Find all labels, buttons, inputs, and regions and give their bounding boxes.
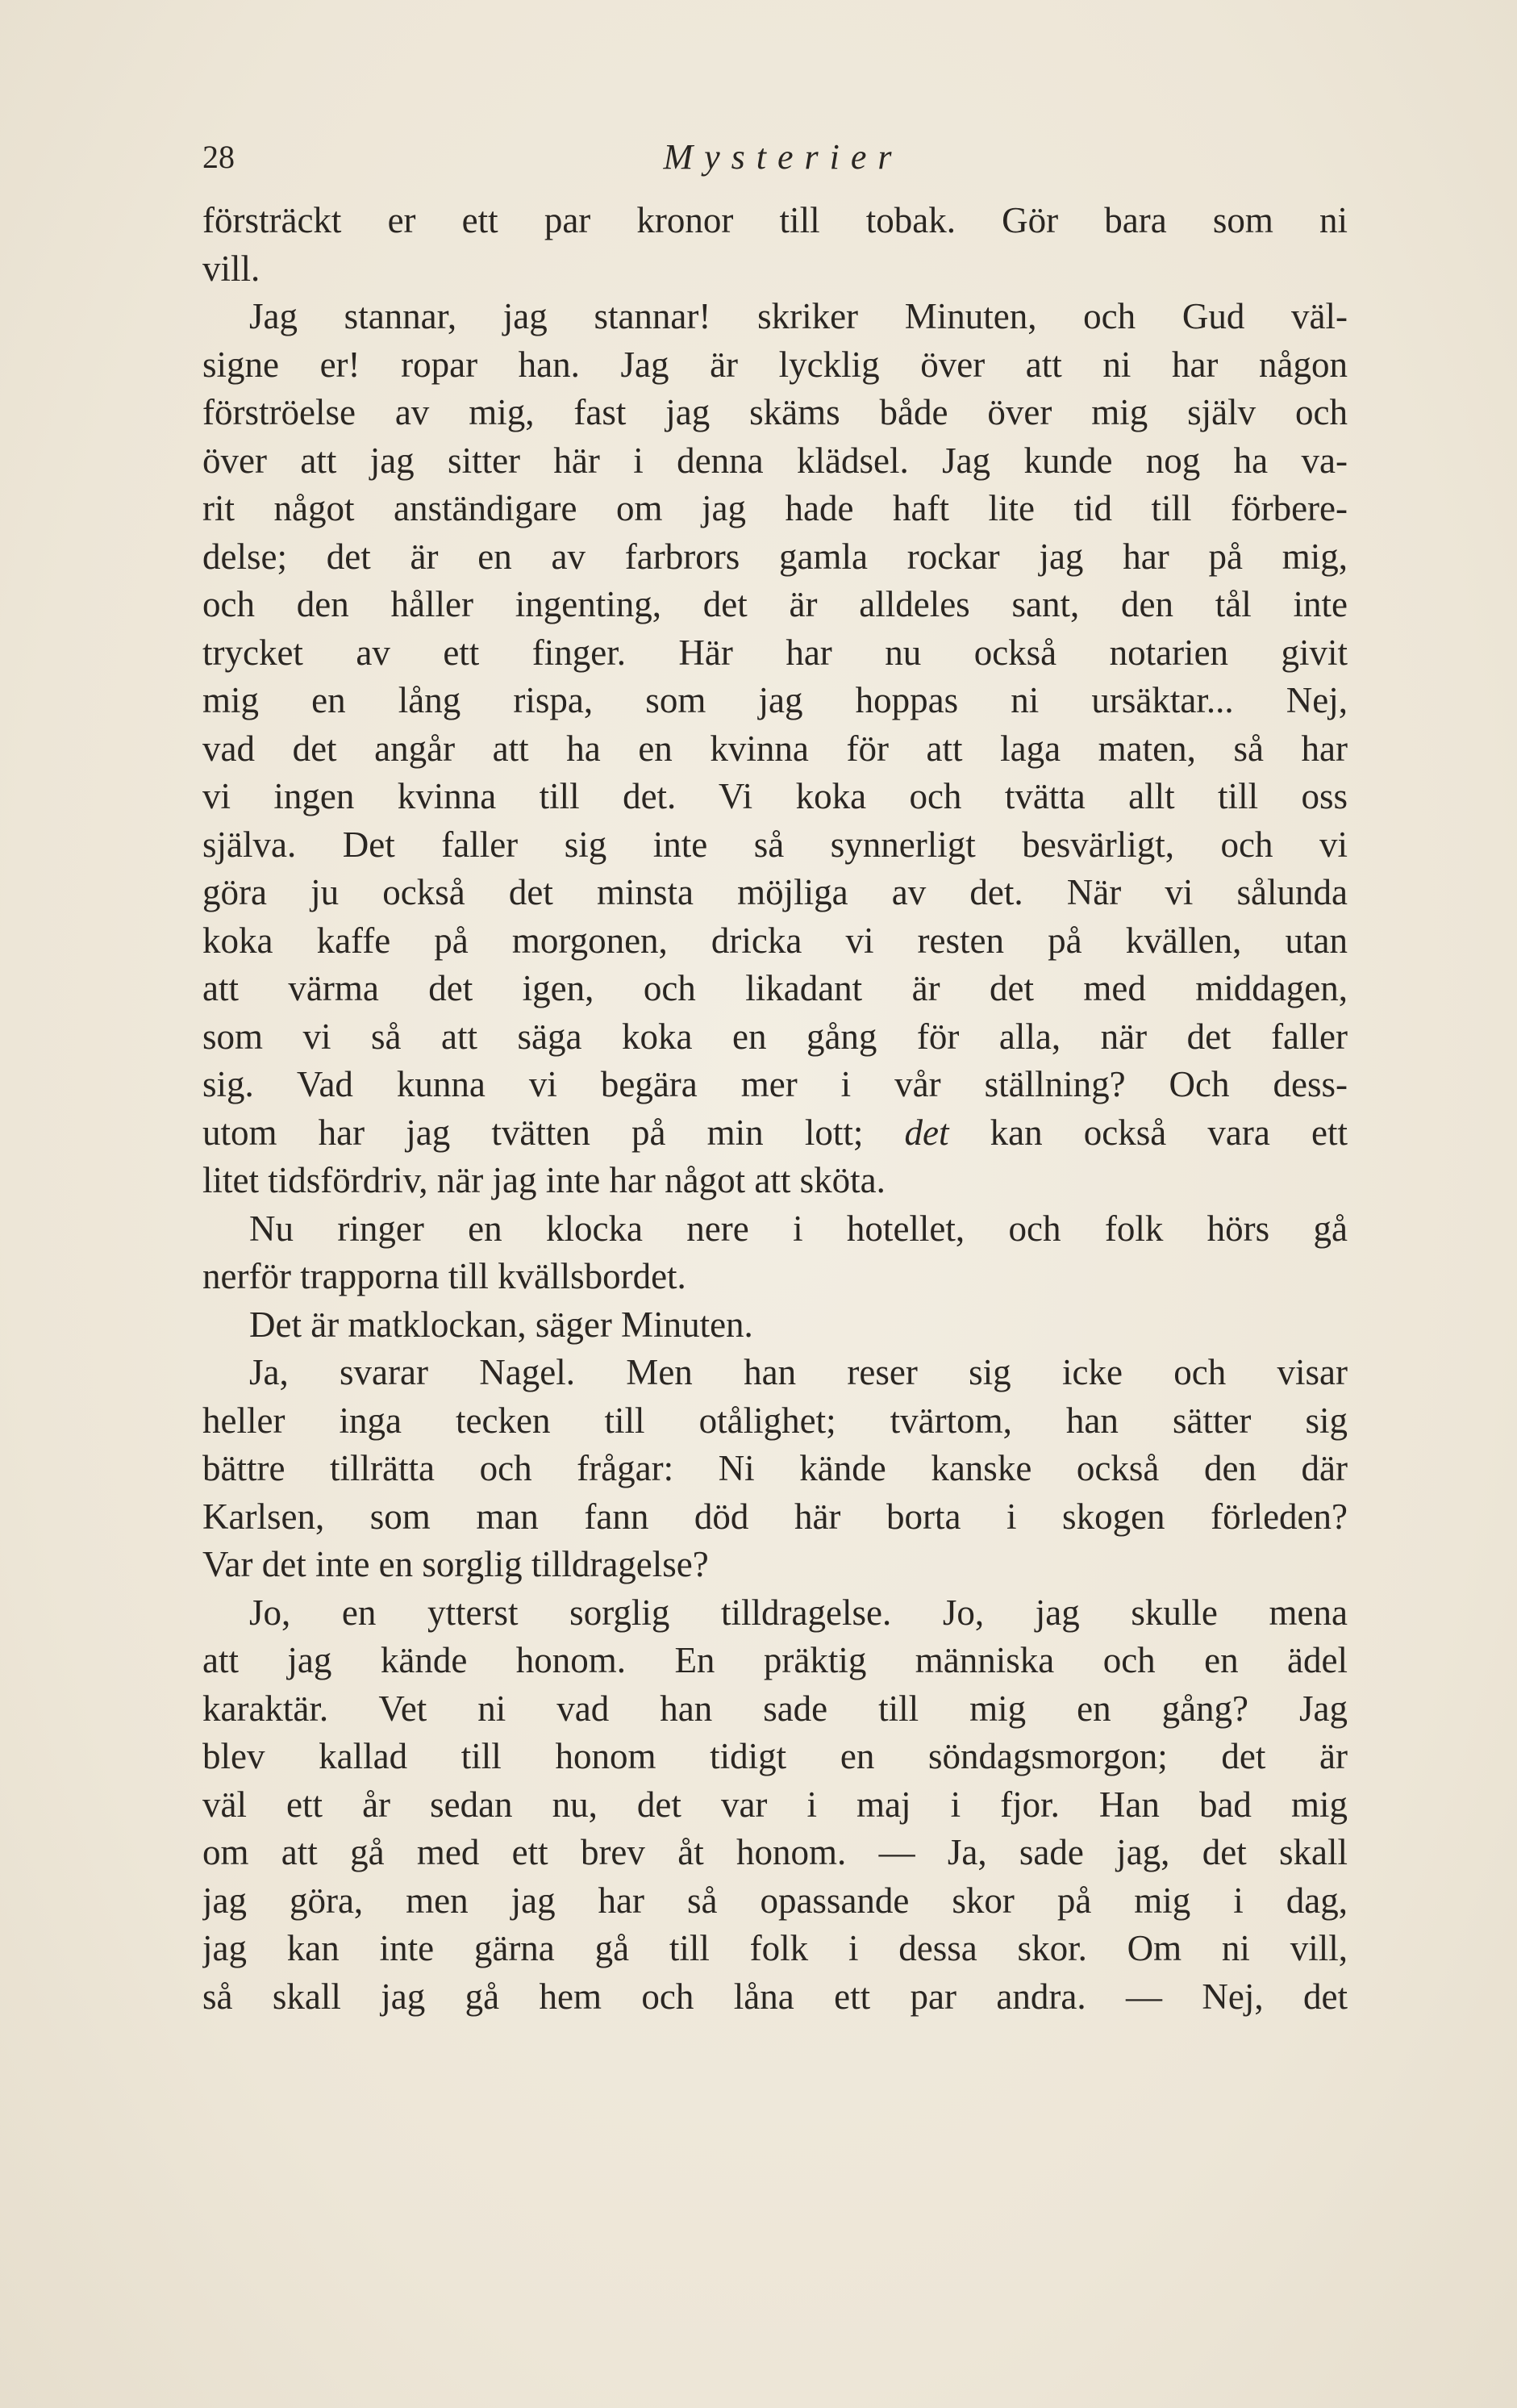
text-line: själva. Det faller sig inte så synnerligt besvärligt, och vi	[202, 824, 1348, 865]
text-line: trycket av ett finger. Här har nu också notarien givit	[202, 632, 1348, 673]
text-line: Karlsen, som man fann död här borta i skogen förleden?	[202, 1496, 1348, 1537]
text-line: sig. Vad kunna vi begära mer i vår ställning? Och dess-	[202, 1064, 1348, 1104]
text-line: delse; det är en av farbrors gamla rockar jag har på mig,	[202, 536, 1348, 577]
text-line: blev kallad till honom tidigt en söndagsmorgon; det är	[202, 1736, 1348, 1776]
text-line: att jag kände honom. En präktig människa och en ädel	[202, 1640, 1348, 1680]
text-segment: kan också vara ett	[948, 1112, 1348, 1153]
text-line: väl ett år sedan nu, det var i maj i fjor. Han bad mig	[202, 1784, 1348, 1825]
text-line: nerför trapporna till kvällsbordet.	[202, 1256, 686, 1296]
text-line: så skall jag gå hem och låna ett par andra. — Nej, det	[202, 1976, 1348, 2017]
text-line: försträckt er ett par kronor till tobak. Gör bara som ni	[202, 200, 1348, 240]
text-line: om att gå med ett brev åt honom. — Ja, sade jag, det skall	[202, 1832, 1348, 1872]
text-line: över att jag sitter här i denna klädsel. Jag kunde nog ha va-	[202, 440, 1348, 481]
text-line: Det är matklockan, säger Minuten.	[249, 1304, 753, 1345]
text-line: Nu ringer en klocka nere i hotellet, och folk hörs gå	[249, 1208, 1348, 1249]
text-line: jag göra, men jag har så opassande skor på mig i dag,	[202, 1880, 1348, 1921]
text-line: koka kaffe på morgonen, dricka vi resten på kvällen, utan	[202, 920, 1348, 961]
text-line	[202, 1109, 1348, 1158]
running-title: Mysterier	[663, 137, 903, 177]
text-line: rit något anständigare om jag hade haft lite tid till förbere-	[202, 488, 1348, 528]
text-line: Jag stannar, jag stannar! skriker Minuten, och Gud väl-	[249, 296, 1348, 336]
text-line: bättre tillrätta och frågar: Ni kände kanske också den där	[202, 1448, 1348, 1488]
text-line: litet tidsfördriv, när jag inte har något att sköta.	[202, 1160, 886, 1200]
text-line: Jo, en ytterst sorglig tilldragelse. Jo, jag skulle mena	[249, 1592, 1348, 1633]
text-line: mig en lång rispa, som jag hoppas ni ursäktar... Nej,	[202, 680, 1348, 720]
body-text	[202, 197, 1348, 2021]
text-line: vad det angår att ha en kvinna för att laga maten, så har	[202, 728, 1348, 769]
text-line: jag kan inte gärna gå till folk i dessa skor. Om ni vill,	[202, 1928, 1348, 1968]
text-line: att värma det igen, och likadant är det med middagen,	[202, 968, 1348, 1008]
text-line: karaktär. Vet ni vad han sade till mig en gång? Jag	[202, 1688, 1348, 1729]
page-header	[202, 133, 1348, 182]
text-line: förströelse av mig, fast jag skäms både över mig själv och	[202, 392, 1348, 432]
emphasized-word: det	[904, 1112, 949, 1153]
text-line: och den håller ingenting, det är alldeles sant, den tål inte	[202, 584, 1348, 624]
text-line: göra ju också det minsta möjliga av det. När vi sålunda	[202, 872, 1348, 912]
text-line: Ja, svarar Nagel. Men han reser sig icke och visar	[249, 1352, 1348, 1392]
page-number: 28	[202, 139, 235, 175]
text-line: som vi så att säga koka en gång för alla, när det faller	[202, 1016, 1348, 1057]
text-line: Var det inte en sorglig tilldragelse?	[202, 1544, 709, 1584]
text-segment: utom har jag tvätten på min lott;	[202, 1112, 905, 1153]
text-line: vill.	[202, 248, 260, 289]
text-line: vi ingen kvinna till det. Vi koka och tvätta allt till oss	[202, 776, 1348, 816]
text-line: heller inga tecken till otålighet; tvärtom, han sätter sig	[202, 1400, 1348, 1441]
text-line: signe er! ropar han. Jag är lycklig över att ni har någon	[202, 344, 1348, 385]
